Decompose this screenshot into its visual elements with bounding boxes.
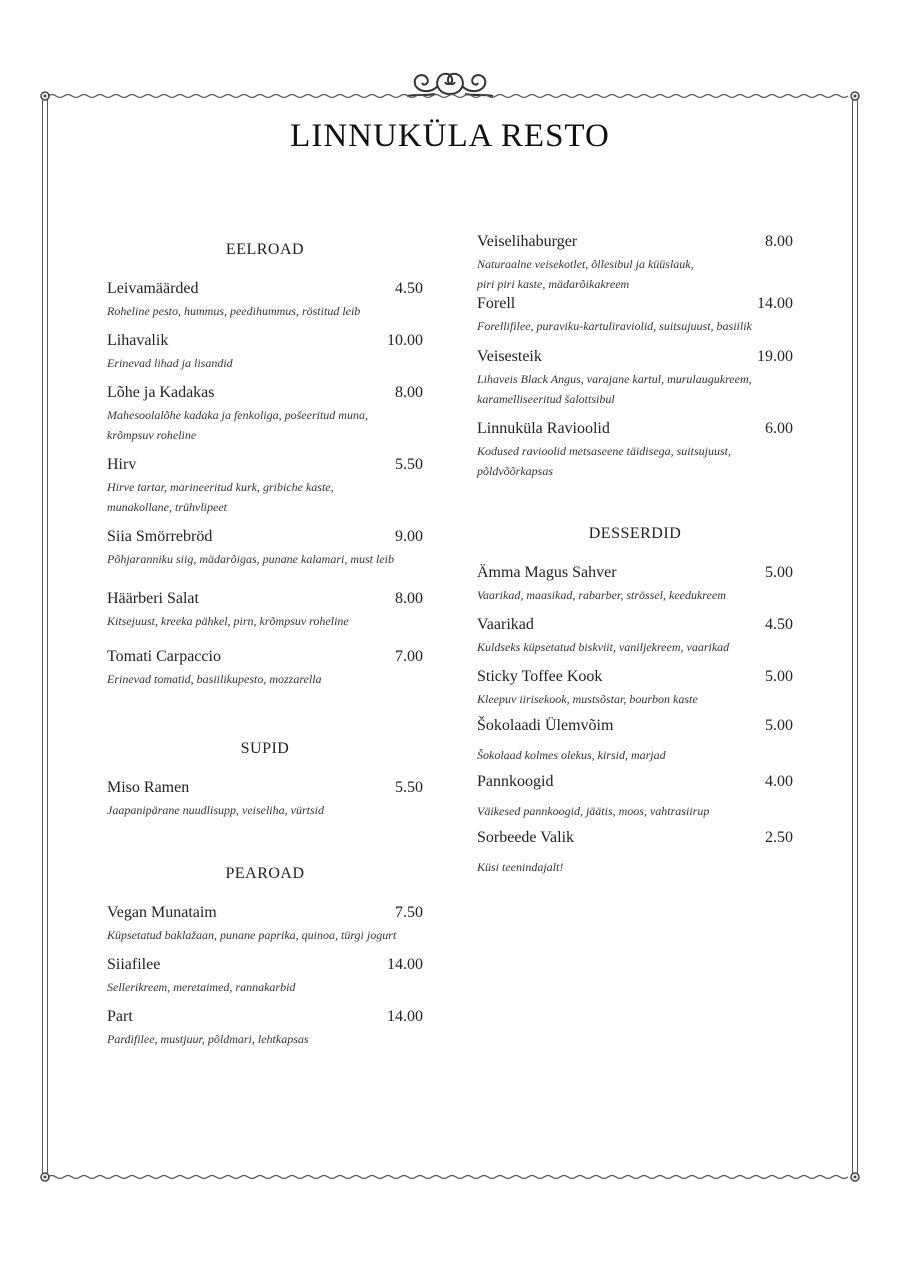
- item-description: Pardifilee, mustjuur, põldmari, lehtkapsas: [107, 1032, 309, 1046]
- item-description: Šokolaad kolmes olekus, kirsid, marjad: [477, 748, 666, 762]
- section-title-pearoad: PEAROAD: [225, 865, 305, 882]
- menu-item: [107, 280, 423, 322]
- menu-item: [107, 528, 423, 570]
- corner-ornament-bottom-left: [38, 1170, 52, 1184]
- right-border-inner: [852, 100, 853, 1174]
- menu-item: [107, 590, 423, 632]
- menu-item: [477, 348, 793, 410]
- item-description: Kleepuv iirisekook, mustsõstar, bourbon kaste: [477, 692, 698, 706]
- menu-item: [477, 717, 793, 767]
- item-price: 19.00: [757, 348, 793, 365]
- menu-item: [107, 456, 423, 518]
- menu-item: [107, 904, 423, 946]
- item-description: Mahesoolalõhe kadaka ja fenkoliga, pošeeritud muna, krõmpsuv roheline: [107, 408, 368, 442]
- item-description: piri piri kaste, mädarõikakreem: [477, 277, 630, 291]
- restaurant-title: LINNUKÜLA RESTO: [290, 118, 610, 154]
- menu-item: [107, 648, 423, 690]
- menu-item: [477, 420, 793, 482]
- item-description: Lihaveis Black Angus, varajane kartul, murulaugukreem,: [477, 372, 752, 386]
- item-description: Vaarikad, maasikad, rabarber, strössel, keedukreem: [477, 588, 726, 602]
- item-description: Küpsetatud baklažaan, punane paprika, quinoa, türgi jogurt: [107, 928, 397, 942]
- corner-ornament-top-right: [848, 89, 862, 103]
- item-price: 8.00: [395, 590, 423, 607]
- item-name: Lõhe ja Kadakas: [107, 384, 215, 401]
- item-price: 5.50: [395, 456, 423, 473]
- menu-item: [107, 332, 423, 374]
- item-description: Naturaalne veisekotlet, õllesibul ja küüslauk,: [477, 257, 694, 271]
- item-price: 8.00: [395, 384, 423, 401]
- item-description: Erinevad lihad ja lisandid: [107, 356, 233, 370]
- item-name: Sticky Toffee Kook: [477, 668, 603, 685]
- item-name: Tomati Carpaccio: [107, 648, 221, 665]
- item-name: Part: [107, 1008, 133, 1025]
- item-description: Sellerikreem, meretaimed, rannakarbid: [107, 980, 296, 994]
- bottom-border: [48, 1174, 852, 1180]
- item-name: Veisesteik: [477, 348, 542, 365]
- menu-item: [107, 1008, 423, 1050]
- item-price: 5.00: [765, 564, 793, 581]
- menu-item: [477, 668, 793, 710]
- item-description: karamelliseeritud šalottsibul: [477, 392, 615, 406]
- item-description: Väikesed pannkoogid, jäätis, moos, vahtrasiirup: [477, 804, 710, 818]
- item-price: 5.00: [765, 717, 793, 734]
- item-name: Pannkoogid: [477, 773, 554, 790]
- item-description: Kuldseks küpsetatud biskviit, vaniljekreem, vaarikad: [477, 640, 730, 654]
- item-name: Miso Ramen: [107, 779, 190, 796]
- left-border-outer: [42, 100, 43, 1174]
- top-border: [48, 93, 852, 99]
- item-price: 10.00: [387, 332, 423, 349]
- item-description: Kodused ravioolid metsaseene täidisega, suitsujuust,: [477, 444, 731, 458]
- corner-ornament-top-left: [38, 89, 52, 103]
- item-price: 4.50: [765, 616, 793, 633]
- item-name: Leivamäärded: [107, 280, 199, 297]
- section-title-desserdid: DESSERDID: [588, 525, 682, 542]
- item-description: Roheline pesto, hummus, peedihummus, röstitud leib: [107, 304, 361, 318]
- section-title-supid: SUPID: [240, 740, 290, 757]
- item-name: Veiselihaburger: [477, 233, 578, 250]
- item-price: 4.00: [765, 773, 793, 790]
- item-name: Sorbeede Valik: [477, 829, 575, 846]
- item-price: 8.00: [765, 233, 793, 250]
- item-description: Kitsejuust, kreeka pähkel, pirn, krõmpsuv roheline: [107, 614, 349, 628]
- item-name: Siia Smörrebröd: [107, 528, 213, 545]
- item-name: Vegan Munataim: [107, 904, 217, 921]
- item-description: põldvõõrkapsas: [477, 464, 553, 478]
- menu-item: [107, 384, 423, 446]
- item-price: 4.50: [395, 280, 423, 297]
- item-price: 14.00: [387, 1008, 423, 1025]
- item-name: Forell: [477, 295, 516, 312]
- item-name: Vaarikad: [477, 616, 534, 633]
- item-price: 5.00: [765, 668, 793, 685]
- item-price: 14.00: [387, 956, 423, 973]
- menu-item: [477, 295, 793, 337]
- menu-item: [477, 564, 793, 606]
- left-border-inner: [47, 100, 48, 1174]
- item-name: Siiafilee: [107, 956, 161, 973]
- item-description: Põhjaranniku siig, mädarõigas, punane kalamari, must leib: [107, 552, 394, 566]
- menu-item: [477, 233, 793, 295]
- item-description: Küsi teenindajalt!: [477, 860, 564, 874]
- menu-item: [107, 956, 423, 998]
- item-name: Linnuküla Ravioolid: [477, 420, 610, 437]
- item-price: 6.00: [765, 420, 793, 437]
- item-price: 14.00: [757, 295, 793, 312]
- item-price: 2.50: [765, 829, 793, 846]
- item-name: Häärberi Salat: [107, 590, 199, 607]
- corner-ornament-bottom-right: [848, 1170, 862, 1184]
- item-price: 7.50: [395, 904, 423, 921]
- item-price: 5.50: [395, 779, 423, 796]
- item-description: Forellifilee, puraviku-kartuliraviolid, suitsujuust, basiilik: [477, 319, 752, 333]
- menu-item: [107, 779, 423, 821]
- item-price: 7.00: [395, 648, 423, 665]
- item-description: Hirve tartar, marineeritud kurk, gribiche kaste, munakollane, trühvlipeet: [107, 480, 334, 514]
- item-name: Šokolaadi Ülemvõim: [477, 717, 614, 734]
- item-description: Jaapanipärane nuudlisupp, veiseliha, vürtsid: [107, 803, 324, 817]
- section-title-eelroad: EELROAD: [225, 241, 305, 258]
- item-name: Ämma Magus Sahver: [477, 564, 617, 581]
- menu-item: [477, 829, 793, 879]
- menu-item: [477, 616, 793, 658]
- item-price: 9.00: [395, 528, 423, 545]
- item-description: Erinevad tomatid, basiilikupesto, mozzarella: [107, 672, 322, 686]
- right-border-outer: [857, 100, 858, 1174]
- menu-item: [477, 773, 793, 823]
- item-name: Hirv: [107, 456, 137, 473]
- item-name: Lihavalik: [107, 332, 169, 349]
